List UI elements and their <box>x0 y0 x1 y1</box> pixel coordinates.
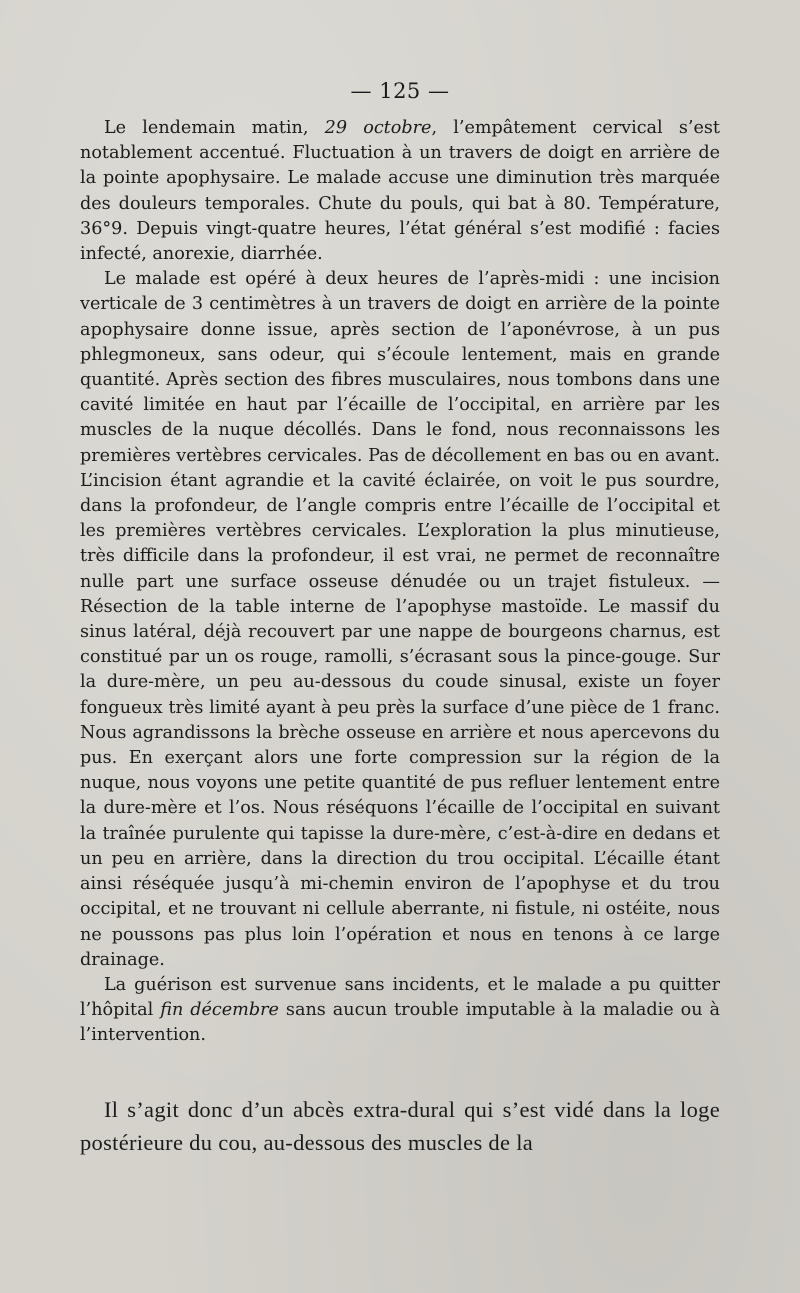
paragraph-operation: Le malade est opéré à deux heures de l’après-midi : une incision verticale de 3 centimètres à un travers de doigt en arrière de la pointe apophysaire donne issue, après section de l’aponévrose, à un pus phlegmoneux, sans odeur, qui s’écoule lentement, mais en grande quantité. Après section des fibres musculaires, nous tombons dans une cavité limitée en haut par l’écaille de l’occipital, en arrière par les muscles de la nuque décollés. Dans le fond, nous reconnaissons les premières vertèbres cervicales. Pas de décollement en bas ou en avant. L’incision étant agrandie et la cavité éclairée, on voit le pus sourdre, dans la profondeur, de l’angle compris entre l’écaille de l’occipital et les premières vertèbres cervicales. L’exploration la plus minutieuse, très difficile dans la profondeur, il est vrai, ne permet de reconnaître nulle part une surface osseuse dénudée ou un trajet fistuleux. — Résection de la table interne de l’apophyse mastoïde. Le massif du sinus latéral, déjà recouvert par une nappe de bourgeons charnus, est constitué par un os rouge, ramolli, s’écrasant sous la pince-gouge. Sur la dure-mère, un peu au-dessous du coude sinusal, existe un foyer fongueux très limité ayant à peu près la surface d’une pièce de 1 franc. Nous agrandissons la brèche osseuse en arrière et nous apercevons du pus. En exerçant alors une forte compression sur la région de la nuque, nous voyons une petite quantité de pus refluer lentement entre la dure-mère et l’os. Nous réséquons l’écaille de l’occipital en suivant la traînée purulente qui tapisse la dure-mère, c’est-à-dire en dedans et un peu en arrière, dans la direction du trou occipital. L’écaille étant ainsi réséquée jusqu’à mi-chemin environ de l’apophyse et du trou occipital, et ne trouvant ni cellule aberrante, ni fistule, ni ostéite, nous ne poussons pas plus loin l’opération et nous en tenons à ce large drainage. <box>80 269 720 970</box>
conclusion-paragraph: Il s’agit donc d’un abcès extra-dural qui s’est vidé dans la loge postérieure du cou, au-dessous des muscles de la <box>80 1096 720 1155</box>
paragraph-day-after <box>80 116 720 267</box>
paragraph-recovery <box>80 973 720 1049</box>
paragraph-text: , l’empâtement cervical s’est notablement accentué. Fluctuation à un travers de doigt en arrière de la pointe apophysaire. Le malade accuse une diminution très marquée des douleurs temporales. Chute du pouls, qui bat à 80. Température, 36°9. Depuis vingt-quatre heures, l’état général s’est modifié : facies infecté, anorexie, diarrhée. <box>80 118 720 265</box>
paragraph-text: sans aucun trouble imputable à la maladie ou à l’intervention. <box>80 1000 721 1046</box>
page-number: — 125 — <box>350 79 450 103</box>
date-october: 29 octobre <box>324 118 432 138</box>
date-december: fin décembre <box>160 1000 279 1021</box>
paragraph-text: Le lendemain matin, <box>104 118 325 138</box>
case-report <box>80 116 720 1049</box>
conclusion <box>80 1093 720 1159</box>
document-page <box>80 78 720 1159</box>
paragraph-text: La guérison est survenue sans incidents, et le malade a pu quitter l’hôpital <box>80 974 720 1021</box>
